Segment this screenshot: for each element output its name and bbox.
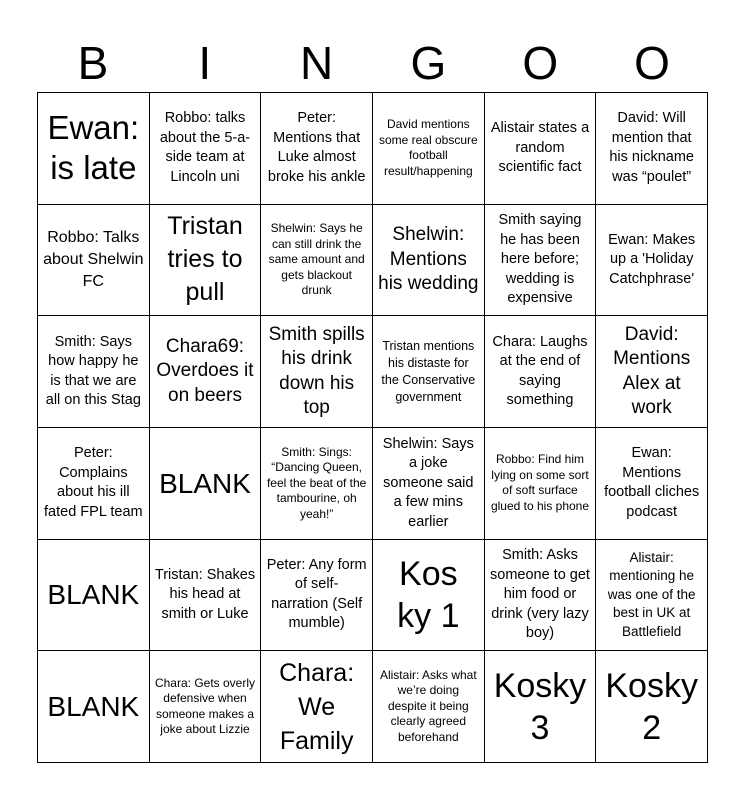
bingo-cell[interactable] [261,93,373,205]
cell-text: Robbo: Talks about Shelwin FC [43,228,144,290]
cell-text: Smith spills his drink down his top [268,323,365,419]
cell-text: Smith: Asks someone to get him food or drink (very lazy boy) [490,547,590,642]
cell-text: BLANK [159,467,251,499]
cell-text: Smith saying he has been here before; wedding is expensive [498,212,582,307]
bingo-cell[interactable] [596,205,708,317]
bingo-cell[interactable] [596,93,708,205]
bingo-cell[interactable] [485,651,597,763]
bingo-cell[interactable] [596,540,708,652]
bingo-title [37,34,708,92]
bingo-cell[interactable] [373,428,485,540]
bingo-cell[interactable] [485,93,597,205]
bingo-cell[interactable] [38,205,150,317]
cell-text: Shelwin: Mentions his wedding [378,224,479,295]
bingo-cell[interactable] [150,316,262,428]
cell-text: BLANK [47,691,140,723]
cell-text: Kosky 1 [397,554,460,635]
bingo-cell[interactable] [373,651,485,763]
bingo-cell[interactable] [373,540,485,652]
cell-text: Ewan: Mentions football cliches podcast [604,445,700,520]
title-letter-o-2: O [634,37,670,89]
title-letter-g: G [410,37,447,89]
cell-text: Peter: Complains about his ill fated FPL team [44,445,143,520]
bingo-cell[interactable] [485,205,597,317]
cell-text: Alistair: Asks what we’re doing despite it being clearly agreed beforehand [379,667,477,744]
cell-text: Chara: Gets overly defensive when someone makes a joke about Lizzie [154,675,256,737]
bingo-cell[interactable] [373,316,485,428]
cell-text: Shelwin: Says he can still drink the same amount and gets blackout drunk [268,221,365,298]
cell-text: Alistair states a random scientific fact [490,120,590,176]
cell-text: Peter: Mentions that Luke almost broke his ankle [267,110,366,185]
cell-text: Robbo: Find him lying on some sort of soft surface glued to his phone [490,452,590,513]
bingo-cell[interactable] [261,316,373,428]
cell-text: David mentions some real obscure football result/happening [378,117,478,178]
cell-text: Ewan: Makes up a 'Holiday Catchphrase' [608,231,696,287]
cell-text: David: Mentions Alex at work [613,323,691,419]
cell-text: Smith: Says how happy he is that we are all on this Stag [45,333,141,409]
bingo-cell[interactable] [38,428,150,540]
bingo-cell[interactable] [38,651,150,763]
bingo-cell[interactable] [150,205,262,317]
bingo-cell[interactable] [373,93,485,205]
bingo-cell[interactable] [596,428,708,540]
bingo-cell[interactable] [150,428,262,540]
bingo-cell[interactable] [373,205,485,317]
bingo-cell[interactable] [485,316,597,428]
bingo-cell[interactable] [150,651,262,763]
bingo-cell[interactable] [38,316,150,428]
cell-text: Chara: We Family [279,658,355,755]
cell-text: Alistair: mentioning he was one of the best in UK at Battlefield [607,549,696,639]
title-letter-b: B [77,37,109,89]
bingo-cell[interactable] [596,316,708,428]
bingo-grid [37,92,708,763]
cell-text: Tristan: Shakes his head at smith or Luke [154,566,256,622]
cell-text: Kosky 3 [493,666,587,747]
bingo-cell[interactable] [596,651,708,763]
title-letter-i: I [198,37,212,89]
bingo-cell[interactable] [261,428,373,540]
cell-text: Tristan tries to pull [167,212,243,307]
title-letter-n: N [299,37,334,89]
cell-text: Shelwin: Says a joke someone said a few mins earlier [382,435,474,530]
bingo-cell[interactable] [261,205,373,317]
cell-text: Chara69: Overdoes it on beers [156,335,254,406]
bingo-cell[interactable] [485,540,597,652]
cell-text: David: Will mention that his nickname was “poulet” [609,110,694,185]
cell-text: BLANK [47,579,140,611]
cell-text: Tristan mentions his distaste for the Conservative government [381,338,476,404]
bingo-cell[interactable] [38,93,150,205]
bingo-cell[interactable] [261,540,373,652]
bingo-cell[interactable] [261,651,373,763]
cell-text: Peter: Any form of self-narration (Self mumble) [266,556,367,632]
bingo-cell[interactable] [38,540,150,652]
title-letter-o: O [522,37,559,89]
cell-text: Smith: Sings: “Dancing Queen, feel the beat of the tambourine, oh yeah!” [266,444,367,521]
cell-text: Robbo: talks about the 5-a-side team at Lincoln uni [159,110,251,185]
bingo-cell[interactable] [150,540,262,652]
cell-text: Chara: Laughs at the end of saying something [492,333,588,409]
bingo-cell[interactable] [150,93,262,205]
cell-text: Ewan: is late [47,109,140,187]
bingo-cell[interactable] [485,428,597,540]
cell-text: Kosky 2 [605,666,698,747]
